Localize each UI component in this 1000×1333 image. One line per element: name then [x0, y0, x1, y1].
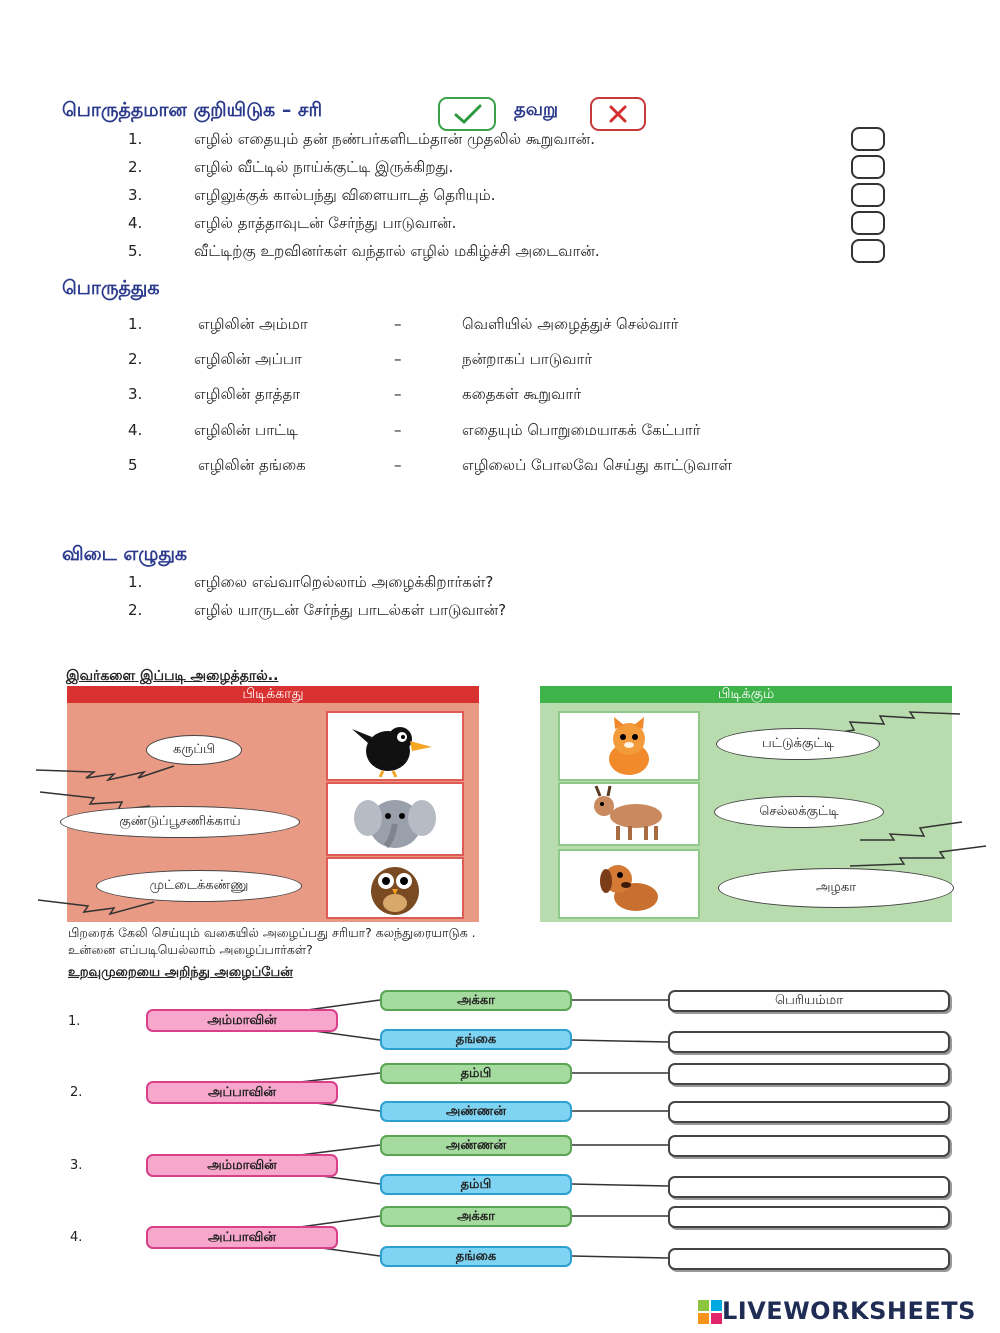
speech-bubble: அழகா [718, 868, 954, 908]
relation-root: அப்பாவின் [146, 1081, 338, 1104]
answer-field[interactable] [668, 1176, 950, 1198]
liveworksheets-logo[interactable]: LIVEWORKSHEETS [722, 1297, 976, 1325]
match-dash: – [394, 456, 402, 474]
answer-field[interactable] [668, 1135, 950, 1157]
answer-box[interactable] [851, 127, 885, 151]
section1-heading: பொருத்தமான குறியிடுக – சரி [62, 99, 323, 121]
dog-icon [558, 849, 700, 919]
elephant-icon [326, 782, 464, 856]
match-dash: – [394, 350, 402, 368]
cross-icon [590, 97, 646, 131]
wrong-label: தவறு [514, 99, 558, 120]
match-dash: – [394, 385, 402, 403]
answer-box[interactable] [851, 239, 885, 263]
match-number: 2. [128, 350, 143, 368]
discussion-question: உன்னை எப்படியெல்லாம் அழைப்பார்கள்? [68, 942, 313, 957]
speech-bubble: பட்டுக்குட்டி [716, 728, 880, 760]
list-item-text: எழிலை எவ்வாறெல்லாம் அழைக்கிறார்கள்? [194, 573, 494, 591]
relation-top: அக்கா [380, 1206, 572, 1227]
relation-bottom: தங்கை [380, 1029, 572, 1050]
crow-icon [326, 711, 464, 781]
answer-field[interactable]: பெரியம்மா [668, 990, 950, 1012]
list-item-text: எழில் எதையும் தன் நண்பர்களிடம்தான் முதலில் கூறுவான். [194, 130, 595, 148]
match-right[interactable]: வெளியில் அழைத்துச் செல்வார் [462, 315, 679, 333]
owl-icon [326, 857, 464, 919]
list-item-text: எழில் வீட்டில் நாய்க்குட்டி இருக்கிறது. [194, 158, 454, 176]
match-left: எழிலின் அப்பா [194, 350, 302, 368]
relation-bottom: தம்பி [380, 1174, 572, 1195]
section3-heading: விடை எழுதுக [62, 543, 188, 565]
list-item-number: 3. [128, 186, 143, 204]
list-item-number: 4. [128, 214, 143, 232]
answer-box[interactable] [851, 211, 885, 235]
goat-icon [558, 782, 700, 846]
liveworksheets-logo-icon [698, 1300, 722, 1324]
speech-bubble: கருப்பி [146, 735, 242, 765]
dislike-title: பிடிக்காது [67, 686, 479, 703]
relation-top: அண்ணன் [380, 1135, 572, 1156]
answer-box[interactable] [851, 155, 885, 179]
group-number: 3. [70, 1158, 83, 1173]
group-number: 2. [70, 1085, 83, 1100]
match-number: 5 [128, 456, 138, 474]
list-item-text: எழில் யாருடன் சேர்ந்து பாடல்கள் பாடுவான்? [194, 601, 507, 619]
answer-box[interactable] [851, 183, 885, 207]
relation-bottom: அண்ணன் [380, 1101, 572, 1122]
list-item-number: 1. [128, 130, 143, 148]
list-item-number: 2. [128, 158, 143, 176]
answer-field[interactable] [668, 1101, 950, 1123]
section5-heading: உறவுமுறையை அறிந்து அழைப்பேன் [68, 965, 293, 980]
speech-bubble: செல்லக்குட்டி [714, 796, 884, 828]
answer-field[interactable] [668, 1031, 950, 1053]
relation-root: அம்மாவின் [146, 1009, 338, 1032]
answer-field[interactable] [668, 1206, 950, 1228]
relation-bottom: தங்கை [380, 1246, 572, 1267]
relation-top: அக்கா [380, 990, 572, 1011]
match-left: எழிலின் பாட்டி [194, 421, 298, 439]
list-item-number: 2. [128, 601, 143, 619]
answer-field[interactable] [668, 1248, 950, 1270]
relation-root: அப்பாவின் [146, 1226, 338, 1249]
like-title: பிடிக்கும் [540, 686, 952, 703]
list-item-number: 1. [128, 573, 143, 591]
list-item-text: எழிலுக்குக் கால்பந்து விளையாடத் தெரியும். [194, 186, 496, 204]
list-item-text: எழில் தாத்தாவுடன் சேர்ந்து பாடுவான். [194, 214, 457, 232]
match-dash: – [394, 315, 402, 333]
match-number: 1. [128, 315, 143, 333]
discussion-question: பிறரைக் கேலி செய்யும் வகையில் அழைப்பது சரியா? கலந்துரையாடுக . [68, 925, 476, 940]
section2-heading: பொருத்துக [62, 277, 160, 299]
match-left: எழிலின் தாத்தா [194, 385, 301, 403]
match-right[interactable]: நன்றாகப் பாடுவார் [462, 350, 593, 368]
group-number: 4. [70, 1230, 83, 1245]
group-number: 1. [68, 1014, 81, 1029]
match-number: 4. [128, 421, 143, 439]
list-item-text: வீட்டிற்கு உறவினர்கள் வந்தால் எழில் மகிழ்ச்சி அடைவான். [194, 242, 600, 260]
match-left: எழிலின் தங்கை [198, 456, 306, 474]
match-right[interactable]: கதைகள் கூறுவார் [462, 385, 582, 403]
match-right[interactable]: எழிலைப் போலவே செய்து காட்டுவாள் [462, 456, 733, 474]
section4-heading: இவர்களை இப்படி அழைத்தால்.. [66, 668, 279, 684]
cat-icon [558, 711, 700, 781]
speech-bubble: குண்டுப்பூசணிக்காய் [60, 806, 300, 838]
match-right[interactable]: எதையும் பொறுமையாகக் கேட்பார் [462, 421, 701, 439]
check-icon [438, 97, 496, 131]
relation-top: தம்பி [380, 1063, 572, 1084]
match-left: எழிலின் அம்மா [198, 315, 308, 333]
list-item-number: 5. [128, 242, 143, 260]
answer-field[interactable] [668, 1063, 950, 1085]
relation-root: அம்மாவின் [146, 1154, 338, 1177]
match-number: 3. [128, 385, 143, 403]
match-dash: – [394, 421, 402, 439]
speech-bubble: முட்டைக்கண்ணு [96, 870, 302, 902]
